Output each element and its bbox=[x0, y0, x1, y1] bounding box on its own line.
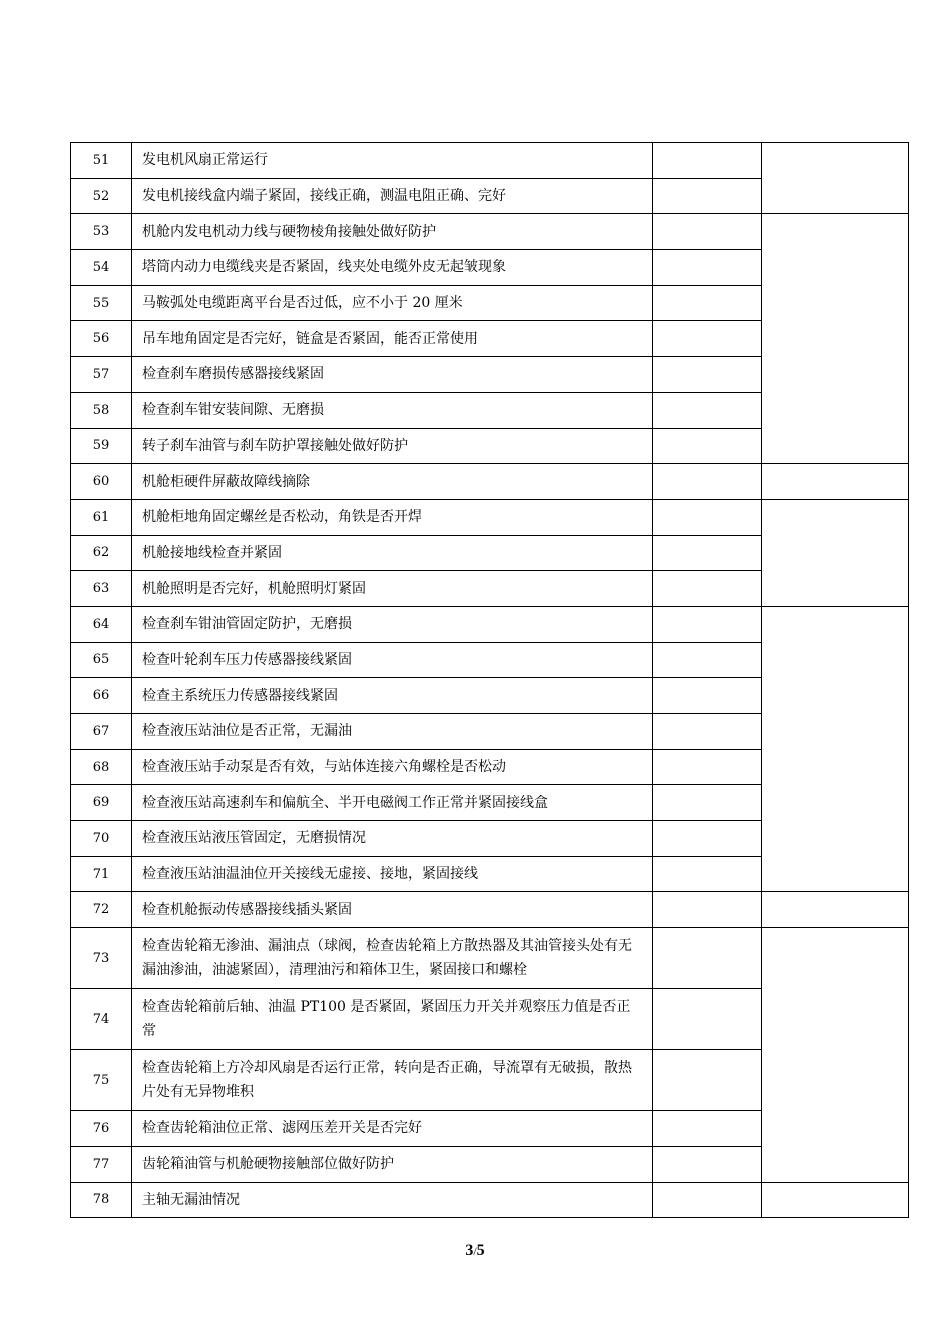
result-cell bbox=[653, 749, 762, 785]
result-cell bbox=[653, 214, 762, 250]
table-row bbox=[71, 892, 909, 928]
row-number: 75 bbox=[71, 1050, 132, 1111]
remarks-cell bbox=[762, 928, 909, 1182]
page-separator: / bbox=[473, 1244, 477, 1258]
row-number: 63 bbox=[71, 571, 132, 607]
row-number: 59 bbox=[71, 428, 132, 464]
row-item-text: 发电机风扇正常运行 bbox=[132, 143, 653, 179]
row-item-text: 检查机舱振动传感器接线插头紧固 bbox=[132, 892, 653, 928]
result-cell bbox=[653, 571, 762, 607]
result-cell bbox=[653, 392, 762, 428]
row-number: 76 bbox=[71, 1111, 132, 1147]
row-item-text: 检查液压站手动泵是否有效，与站体连接六角螺栓是否松动 bbox=[132, 749, 653, 785]
inspection-checklist-table bbox=[70, 142, 909, 1218]
row-number: 67 bbox=[71, 714, 132, 750]
table-row bbox=[71, 464, 909, 500]
row-number: 70 bbox=[71, 821, 132, 857]
result-cell bbox=[653, 714, 762, 750]
row-number: 64 bbox=[71, 606, 132, 642]
row-item-text: 机舱内发电机动力线与硬物棱角接触处做好防护 bbox=[132, 214, 653, 250]
result-cell bbox=[653, 928, 762, 989]
row-number: 72 bbox=[71, 892, 132, 928]
current-page: 3 bbox=[465, 1242, 474, 1259]
result-cell bbox=[653, 606, 762, 642]
table-row bbox=[71, 143, 909, 179]
result-cell bbox=[653, 285, 762, 321]
remarks-cell bbox=[762, 214, 909, 464]
result-cell bbox=[653, 178, 762, 214]
row-item-text: 转子刹车油管与刹车防护罩接触处做好防护 bbox=[132, 428, 653, 464]
result-cell bbox=[653, 1182, 762, 1218]
result-cell bbox=[653, 1050, 762, 1111]
result-cell bbox=[653, 143, 762, 179]
row-item-text: 塔筒内动力电缆线夹是否紧固，线夹处电缆外皮无起皱现象 bbox=[132, 250, 653, 286]
row-item-text: 检查齿轮箱无渗油、漏油点（球阀，检查齿轮箱上方散热器及其油管接头处有无漏油渗油，油滤紧固），清理油污和箱体卫生，紧固接口和螺栓 bbox=[132, 928, 653, 989]
row-number: 60 bbox=[71, 464, 132, 500]
table-row bbox=[71, 606, 909, 642]
row-number: 74 bbox=[71, 989, 132, 1050]
result-cell bbox=[653, 1146, 762, 1182]
row-number: 78 bbox=[71, 1182, 132, 1218]
row-item-text: 检查液压站油温油位开关接线无虚接、接地，紧固接线 bbox=[132, 856, 653, 892]
row-item-text: 机舱照明是否完好，机舱照明灯紧固 bbox=[132, 571, 653, 607]
row-number: 51 bbox=[71, 143, 132, 179]
result-cell bbox=[653, 428, 762, 464]
row-number: 66 bbox=[71, 678, 132, 714]
row-item-text: 检查液压站液压管固定，无磨损情况 bbox=[132, 821, 653, 857]
row-number: 73 bbox=[71, 928, 132, 989]
table-row bbox=[71, 928, 909, 989]
result-cell bbox=[653, 464, 762, 500]
row-item-text: 马鞍弧处电缆距离平台是否过低，应不小于 20 厘米 bbox=[132, 285, 653, 321]
row-number: 52 bbox=[71, 178, 132, 214]
remarks-cell bbox=[762, 499, 909, 606]
row-item-text: 齿轮箱油管与机舱硬物接触部位做好防护 bbox=[132, 1146, 653, 1182]
result-cell bbox=[653, 250, 762, 286]
row-item-text: 检查主系统压力传感器接线紧固 bbox=[132, 678, 653, 714]
row-item-text: 检查齿轮箱上方冷却风扇是否运行正常，转向是否正确，导流罩有无破损，散热片处有无异物堆积 bbox=[132, 1050, 653, 1111]
remarks-cell bbox=[762, 464, 909, 500]
row-item-text: 主轴无漏油情况 bbox=[132, 1182, 653, 1218]
row-item-text: 检查刹车钳安装间隙、无磨损 bbox=[132, 392, 653, 428]
result-cell bbox=[653, 1111, 762, 1147]
total-pages: 5 bbox=[476, 1242, 485, 1259]
row-number: 54 bbox=[71, 250, 132, 286]
row-number: 65 bbox=[71, 642, 132, 678]
result-cell bbox=[653, 535, 762, 571]
row-item-text: 检查刹车磨损传感器接线紧固 bbox=[132, 357, 653, 393]
row-number: 62 bbox=[71, 535, 132, 571]
row-number: 71 bbox=[71, 856, 132, 892]
page-number bbox=[0, 1242, 950, 1260]
row-number: 55 bbox=[71, 285, 132, 321]
result-cell bbox=[653, 892, 762, 928]
row-item-text: 检查齿轮箱油位正常、滤网压差开关是否完好 bbox=[132, 1111, 653, 1147]
result-cell bbox=[653, 989, 762, 1050]
row-number: 68 bbox=[71, 749, 132, 785]
result-cell bbox=[653, 856, 762, 892]
table-row bbox=[71, 499, 909, 535]
row-item-text: 吊车地角固定是否完好，链盒是否紧固，能否正常使用 bbox=[132, 321, 653, 357]
remarks-cell bbox=[762, 1182, 909, 1218]
row-number: 77 bbox=[71, 1146, 132, 1182]
row-item-text: 检查齿轮箱前后轴、油温 PT100 是否紧固，紧固压力开关并观察压力值是否正常 bbox=[132, 989, 653, 1050]
result-cell bbox=[653, 499, 762, 535]
remarks-cell bbox=[762, 606, 909, 892]
row-item-text: 检查液压站高速刹车和偏航全、半开电磁阀工作正常并紧固接线盒 bbox=[132, 785, 653, 821]
row-item-text: 发电机接线盒内端子紧固，接线正确，测温电阻正确、完好 bbox=[132, 178, 653, 214]
row-item-text: 检查刹车钳油管固定防护，无磨损 bbox=[132, 606, 653, 642]
result-cell bbox=[653, 678, 762, 714]
remarks-cell bbox=[762, 892, 909, 928]
row-number: 61 bbox=[71, 499, 132, 535]
row-item-text: 机舱接地线检查并紧固 bbox=[132, 535, 653, 571]
row-item-text: 检查叶轮刹车压力传感器接线紧固 bbox=[132, 642, 653, 678]
row-item-text: 机舱柜地角固定螺丝是否松动，角铁是否开焊 bbox=[132, 499, 653, 535]
remarks-cell bbox=[762, 143, 909, 214]
result-cell bbox=[653, 321, 762, 357]
row-number: 53 bbox=[71, 214, 132, 250]
row-item-text: 机舱柜硬件屏蔽故障线摘除 bbox=[132, 464, 653, 500]
row-item-text: 检查液压站油位是否正常，无漏油 bbox=[132, 714, 653, 750]
row-number: 56 bbox=[71, 321, 132, 357]
result-cell bbox=[653, 821, 762, 857]
result-cell bbox=[653, 785, 762, 821]
result-cell bbox=[653, 357, 762, 393]
table-row bbox=[71, 214, 909, 250]
row-number: 57 bbox=[71, 357, 132, 393]
row-number: 69 bbox=[71, 785, 132, 821]
result-cell bbox=[653, 642, 762, 678]
table-row bbox=[71, 1182, 909, 1218]
row-number: 58 bbox=[71, 392, 132, 428]
